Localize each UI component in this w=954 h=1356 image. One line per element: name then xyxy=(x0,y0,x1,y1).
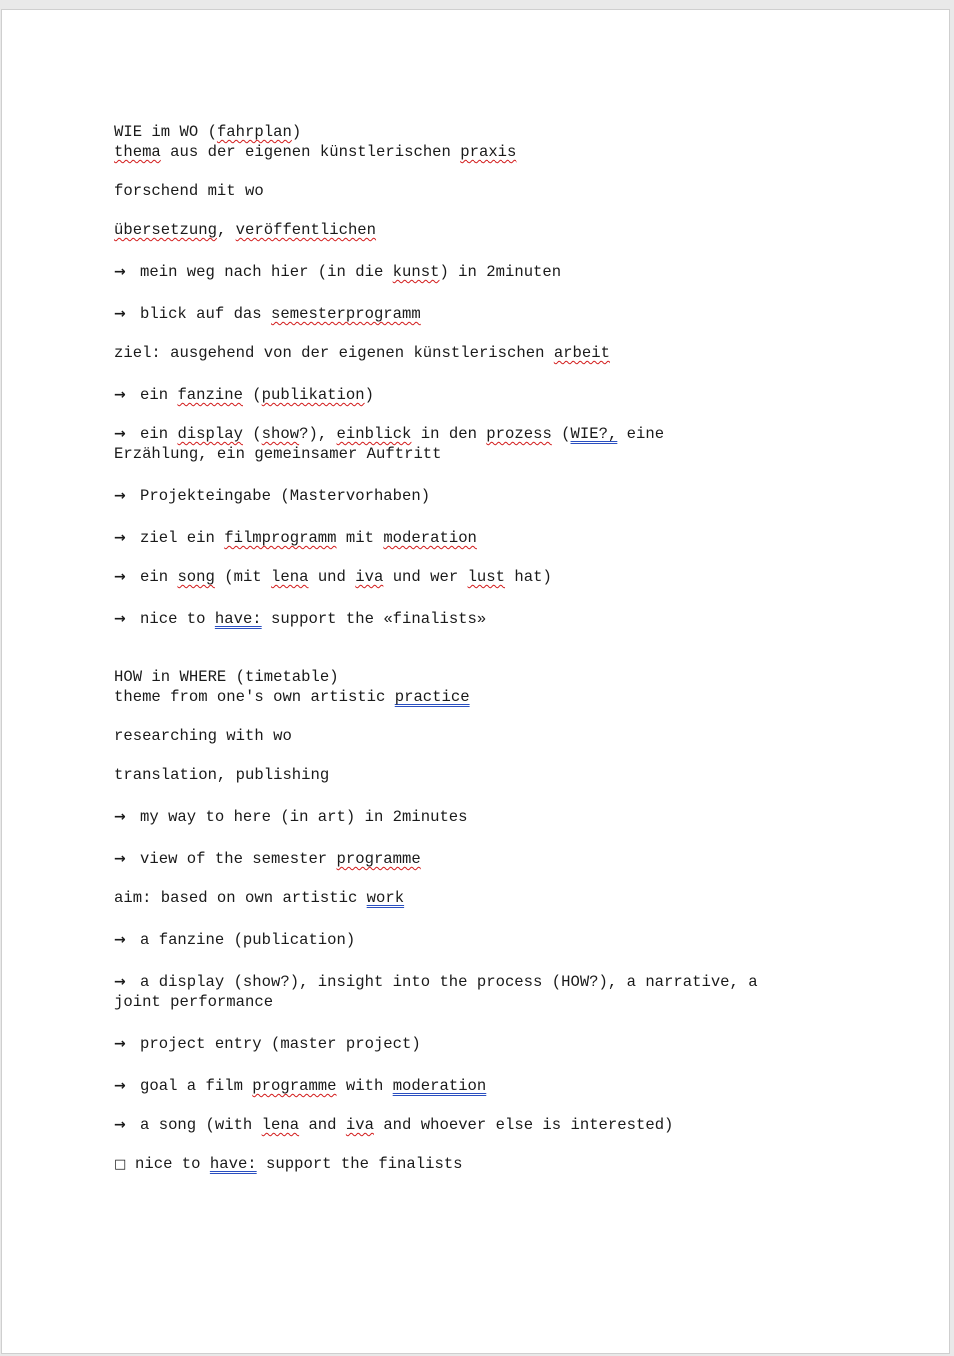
arrow-icon: → xyxy=(114,387,126,403)
en-project-line: → project entry (master project) xyxy=(114,1035,421,1053)
en-nice-line: □ nice to have: support the finalists xyxy=(114,1155,463,1173)
document-page xyxy=(1,9,950,1354)
arrow-icon: → xyxy=(114,1036,126,1052)
de-thema-line: thema aus der eigenen künstlerischen praxis xyxy=(114,143,517,161)
en-display-line: → a display (show?), insight into the process (HOW?), a narrative, a xyxy=(114,973,758,991)
en-aim-line: aim: based on own artistic work xyxy=(114,889,405,907)
arrow-icon: → xyxy=(114,611,126,627)
de-title-line: WIE im WO (fahrplan) xyxy=(114,123,302,141)
arrow-icon: → xyxy=(114,851,126,867)
de-forschend-line: forschend mit wo xyxy=(114,182,264,200)
arrow-icon: → xyxy=(114,932,126,948)
de-nice-line: → nice to have: support the «finalists» xyxy=(114,610,487,628)
document-body[interactable] xyxy=(114,122,874,1174)
en-way-line: → my way to here (in art) in 2minutes xyxy=(114,808,468,826)
de-ziel-line: ziel: ausgehend von der eigenen künstlerischen arbeit xyxy=(114,344,610,362)
de-blick-line: → blick auf das semesterprogramm xyxy=(114,305,421,323)
arrow-icon: → xyxy=(114,264,126,280)
de-weg-line: → mein weg nach hier (in die kunst) in 2minuten xyxy=(114,263,562,281)
de-song-line: → ein song (mit lena und iva und wer lust hat) xyxy=(114,568,552,586)
en-display-line-2: joint performance xyxy=(114,993,274,1011)
de-erzaehlung-line: Erzählung, ein gemeinsamer Auftritt xyxy=(114,445,442,463)
arrow-icon: → xyxy=(114,426,126,442)
en-song-line: → a song (with lena and iva and whoever else is interested) xyxy=(114,1116,674,1134)
arrow-icon: → xyxy=(114,569,126,585)
missing-glyph-icon: □ xyxy=(114,1157,127,1172)
en-theme-line: theme from one's own artistic practice xyxy=(114,688,470,706)
arrow-icon: → xyxy=(114,488,126,504)
en-researching-line: researching with wo xyxy=(114,727,292,745)
arrow-icon: → xyxy=(114,809,126,825)
arrow-icon: → xyxy=(114,306,126,322)
arrow-icon: → xyxy=(114,1078,126,1094)
arrow-icon: → xyxy=(114,530,126,546)
de-display-line: → ein display (show?), einblick in den prozess (WIE?, eine xyxy=(114,425,665,443)
en-title-line: HOW in WHERE (timetable) xyxy=(114,668,339,686)
en-fanzine-line: → a fanzine (publication) xyxy=(114,931,356,949)
arrow-icon: → xyxy=(114,974,126,990)
de-projekteingabe-line: → Projekteingabe (Mastervorhaben) xyxy=(114,487,431,505)
de-fanzine-line: → ein fanzine (publikation) xyxy=(114,386,374,404)
de-filmprogramm-line: → ziel ein filmprogramm mit moderation xyxy=(114,529,477,547)
en-goal-line: → goal a film programme with moderation xyxy=(114,1077,487,1095)
de-uebersetzung-line: übersetzung, veröffentlichen xyxy=(114,221,377,239)
arrow-icon: → xyxy=(114,1117,126,1133)
en-view-line: → view of the semester programme xyxy=(114,850,421,868)
en-translation-line: translation, publishing xyxy=(114,766,330,784)
